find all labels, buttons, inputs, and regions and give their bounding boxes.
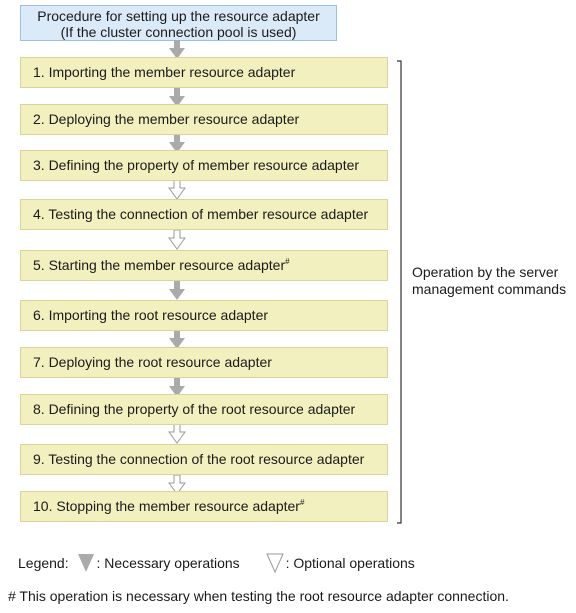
step-box	[20, 394, 388, 425]
step-box	[20, 250, 388, 281]
step-box	[20, 104, 388, 135]
step-box	[20, 150, 388, 181]
procedure-title-box	[20, 5, 337, 41]
step-box	[20, 199, 388, 230]
procedure-subtitle: (If the cluster connection pool is used)	[60, 24, 297, 40]
step-label: 7. Deploying the root resource adapter	[33, 354, 272, 370]
optional-arrow-icon	[168, 424, 186, 444]
step-label: 1. Importing the member resource adapter	[33, 64, 296, 80]
legend-necessary	[73, 555, 240, 571]
step-box	[20, 491, 388, 522]
legend-optional-label: : Optional operations	[285, 555, 415, 571]
step-label: 10. Stopping the member resource adapter	[33, 498, 300, 514]
step-footnote-mark: #	[299, 498, 305, 507]
step-box	[20, 444, 388, 475]
step-box	[20, 57, 388, 88]
step-label: 9. Testing the connection of the root resource adapter	[33, 451, 365, 467]
optional-arrow-icon	[168, 230, 186, 250]
step-label: 4. Testing the connection of member resource adapter	[33, 206, 369, 222]
step-label: 2. Deploying the member resource adapter	[33, 111, 300, 127]
bracket-label	[412, 264, 566, 298]
step-box	[20, 300, 388, 331]
bracket-label-line: management commands	[412, 281, 567, 297]
necessary-arrow-icon	[168, 281, 186, 301]
legend-necessary-label: : Necessary operations	[96, 555, 240, 571]
step-label: 8. Defining the property of the root resource adapter	[33, 401, 356, 417]
necessary-arrow-icon	[77, 553, 95, 573]
step-footnote-mark: #	[285, 257, 290, 266]
legend-title: Legend:	[18, 555, 69, 571]
legend-optional	[262, 555, 415, 571]
step-label: 5. Starting the member resource adapter	[33, 257, 286, 273]
step-label: 3. Defining the property of member resource adapter	[33, 157, 360, 173]
step-box	[20, 347, 388, 378]
step-label: 6. Importing the root resource adapter	[33, 307, 269, 323]
procedure-title: Procedure for setting up the resource adapter	[37, 8, 320, 24]
legend	[18, 552, 415, 574]
footnote: # This operation is necessary when testing the root resource adapter connection.	[8, 588, 509, 604]
server-commands-bracket	[396, 60, 408, 524]
optional-arrow-icon	[266, 553, 284, 573]
optional-arrow-icon	[168, 180, 186, 200]
bracket-label-line: Operation by the server	[412, 264, 559, 280]
